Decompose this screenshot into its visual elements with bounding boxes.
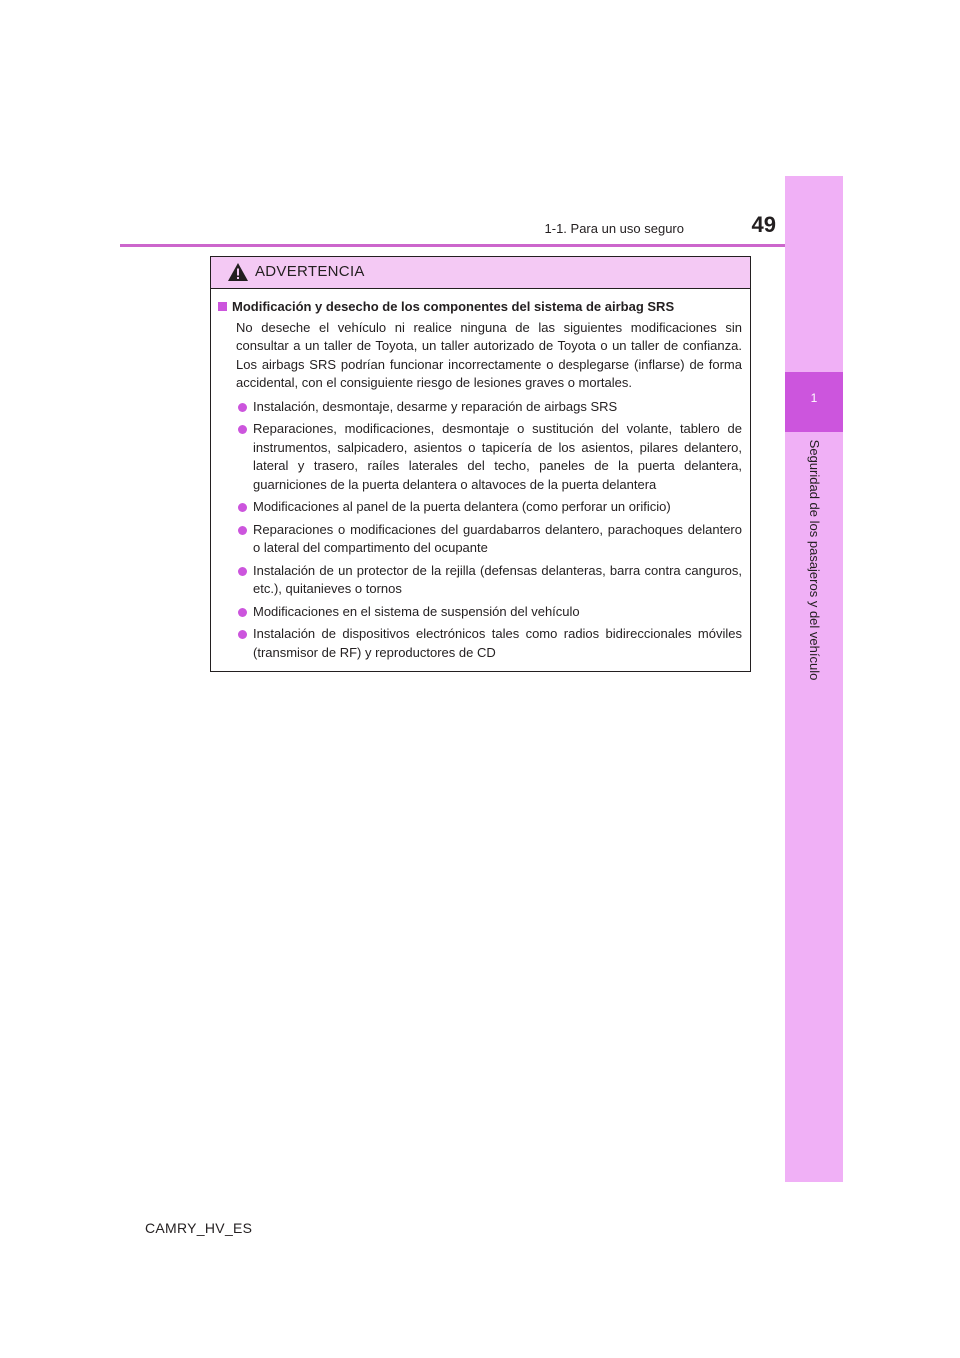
warning-heading-text: Modificación y desecho de los componentes del sistema de airbag SRS [232, 299, 675, 314]
warning-header [211, 257, 750, 289]
round-bullet-icon [238, 608, 247, 617]
list-item [218, 603, 742, 622]
round-bullet-icon [238, 503, 247, 512]
list-item-text: Instalación, desmontaje, desarme y reparación de airbags SRS [253, 398, 618, 414]
warning-body [211, 289, 750, 662]
list-item-text: Reparaciones o modificaciones del guardabarros delantero, parachoques delantero o lateral del compartimento del ocupante [253, 521, 742, 555]
list-item [218, 562, 742, 599]
list-item-text: Instalación de un protector de la rejilla (defensas delanteras, barra contra canguros, etc.), quitanieves o tornos [253, 562, 742, 596]
list-item [218, 398, 742, 417]
list-item-text: Modificaciones en el sistema de suspensión del vehículo [253, 603, 580, 619]
list-item [218, 420, 742, 494]
warning-box [210, 256, 751, 672]
round-bullet-icon [238, 630, 247, 639]
round-bullet-icon [238, 425, 247, 434]
round-bullet-icon [238, 526, 247, 535]
list-item [218, 625, 742, 662]
warning-list [218, 398, 742, 663]
warning-title: ADVERTENCIA [255, 263, 365, 280]
header-rule [120, 244, 842, 247]
list-item-text: Modificaciones al panel de la puerta delantera (como perforar un orificio) [253, 499, 671, 514]
round-bullet-icon [238, 567, 247, 576]
round-bullet-icon [238, 403, 247, 412]
list-item-text: Reparaciones, modificaciones, desmontaje o sustitución del volante, tablero de instrumentos, salpicadero, asientos o tapicería de los asientos, pilares delantero, lateral y trasero, raíles laterales del techo, paneles de la puerta delantera, guarniciones de la puerta delantera o altavoces de la puerta delantera [253, 421, 742, 492]
chapter-label: Seguridad de los pasajeros y del vehículo [807, 439, 822, 681]
warning-paragraph: No deseche el vehículo ni realice ninguna de las siguientes modificaciones sin consultar a un taller de Toyota, un taller autorizado de Toyota o un taller de confianza. Los airbags SRS podrían funcionar incorrectamente o desplegarse (inflarse) de forma accidental, con el consiguiente riesgo de lesiones graves o mortales. [236, 319, 742, 390]
list-item-text: Instalación de dispositivos electrónicos tales como radios bidireccionales móviles (transmisor de RF) y reproductores de CD [253, 626, 742, 660]
square-bullet-icon [218, 302, 227, 311]
list-item [218, 521, 742, 558]
list-item [218, 498, 742, 517]
warning-heading [218, 298, 742, 317]
chapter-number: 1 [810, 391, 818, 405]
warning-triangle-icon [227, 262, 249, 282]
document-code: CAMRY_HV_ES [145, 1220, 253, 1236]
page-number: 49 [751, 212, 776, 237]
section-title: 1-1. Para un uso seguro [544, 221, 684, 236]
